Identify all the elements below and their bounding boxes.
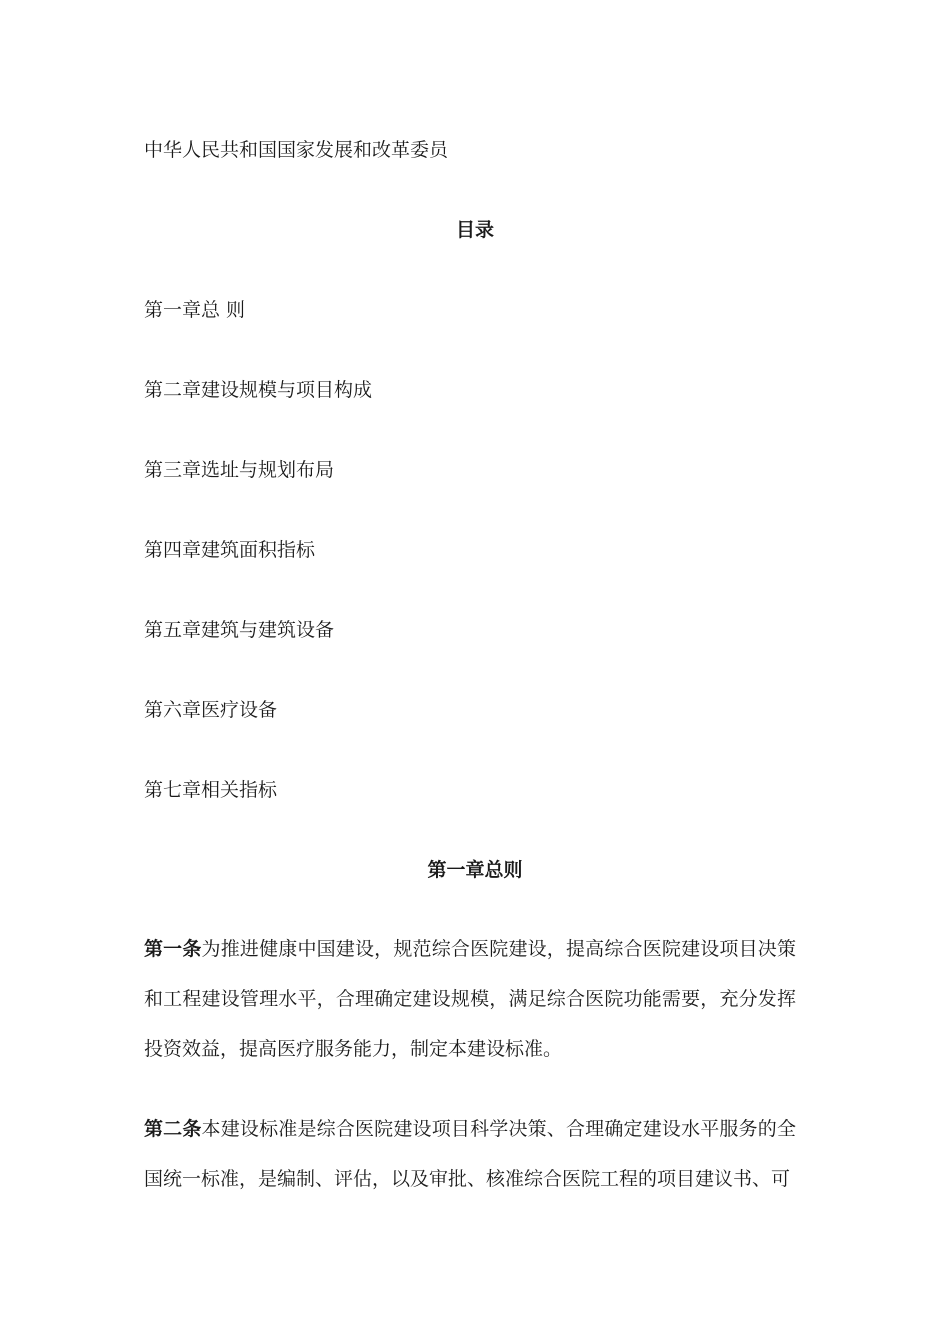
article-2 xyxy=(144,1104,796,1204)
article-2-label: 第二条 xyxy=(144,1118,202,1140)
article-2-text: 本建设标准是综合医院建设项目科学决策、合理确定建设水平服务的全国统一标准，是编制、评估，以及审批、核准综合医院工程的项目建议书、可 xyxy=(144,1118,796,1190)
toc-item-3: 第三章选址与规划布局 xyxy=(144,459,335,481)
toc-item-2: 第二章建设规模与项目构成 xyxy=(144,379,373,401)
toc-item-5: 第五章建筑与建筑设备 xyxy=(144,619,335,641)
toc-title: 目录 xyxy=(455,219,494,241)
toc-item-7: 第七章相关指标 xyxy=(144,779,278,801)
toc-item-4: 第四章建筑面积指标 xyxy=(144,539,316,561)
issuer-line: 中华人民共和国国家发展和改革委员 xyxy=(144,139,449,161)
toc-item-6: 第六章医疗设备 xyxy=(144,699,278,721)
article-1 xyxy=(144,924,796,1074)
chapter-title: 第一章总则 xyxy=(427,859,523,881)
article-1-label: 第一条 xyxy=(144,938,202,960)
article-1-text: 为推进健康中国建设，规范综合医院建设，提高综合医院建设项目决策和工程建设管理水平，合理确定建设规模，满足综合医院功能需要，充分发挥投资效益，提高医疗服务能力，制定本建设标准。 xyxy=(144,938,796,1060)
toc-item-1: 第一章总 则 xyxy=(144,299,246,321)
